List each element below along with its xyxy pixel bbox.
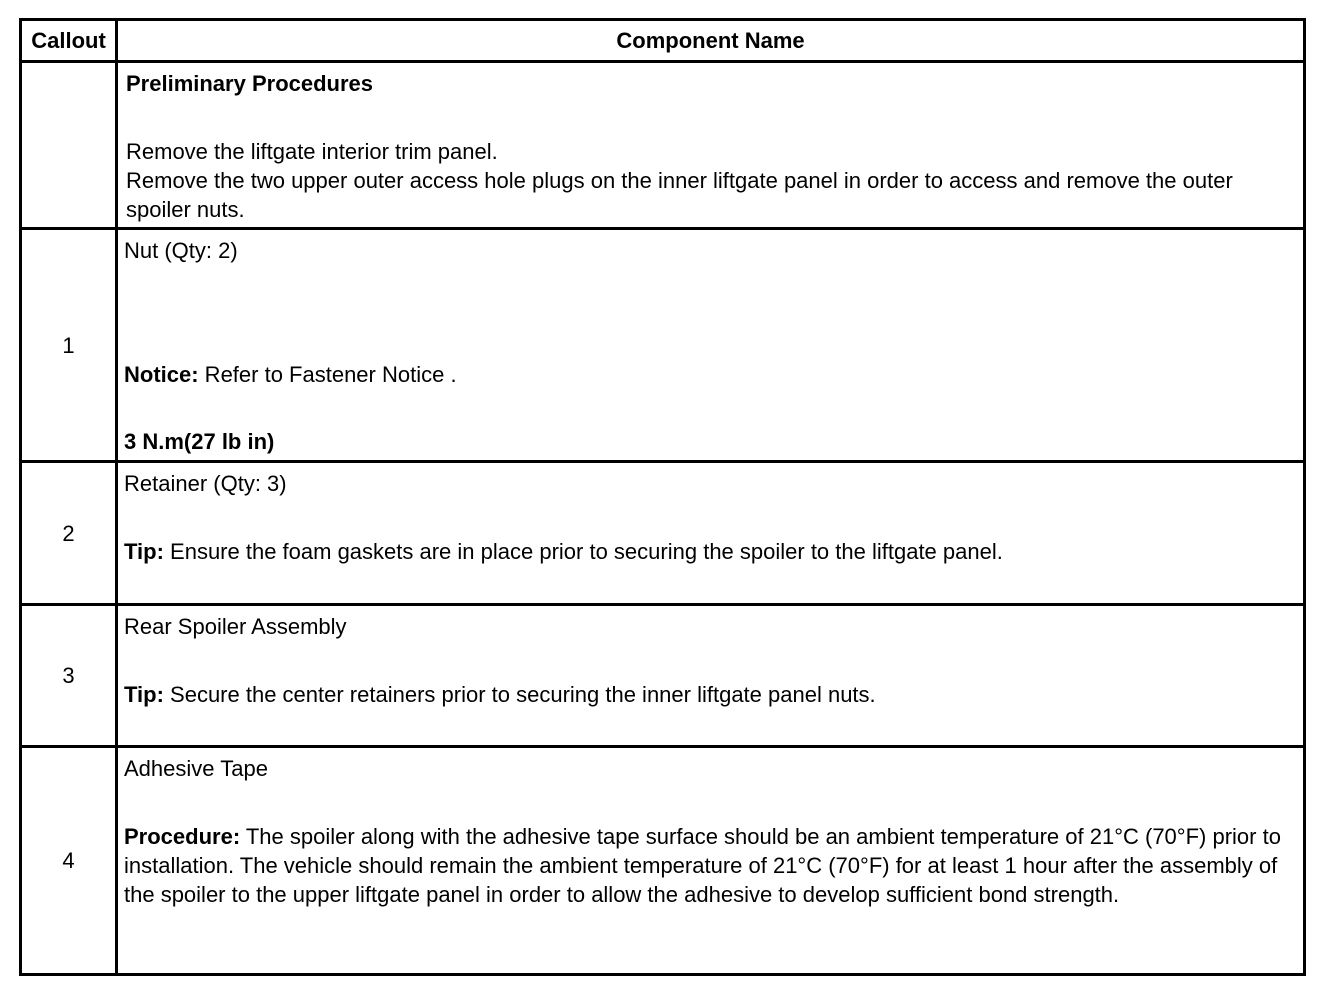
preliminary-callout-cell [21,62,117,229]
tip-label: Tip: [124,682,164,707]
callout-number: 2 [21,462,117,605]
component-cell [117,229,1305,462]
table-row [21,605,1305,747]
callout-number: 1 [21,229,117,462]
header-component-name: Component Name [117,20,1305,62]
component-cell [117,462,1305,605]
notice-label: Notice: [124,362,199,387]
procedure-label: Procedure: [124,824,241,849]
tip-text: Tip: Ensure the foam gaskets are in place prior to securing the spoiler to the liftgate panel. [124,539,1003,564]
callout-number: 4 [21,747,117,975]
header-row [21,20,1305,62]
torque-spec: 3 N.m(27 lb in) [124,429,275,454]
tip-text: Tip: Secure the center retainers prior to securing the inner liftgate panel nuts. [124,682,876,707]
preliminary-cell [117,62,1305,229]
component-name: Retainer (Qty: 3) [124,471,287,496]
preliminary-row [21,62,1305,229]
component-cell [117,605,1305,747]
preliminary-title: Preliminary Procedures [126,71,374,96]
table-row [21,747,1305,975]
component-name: Rear Spoiler Assembly [124,614,347,639]
callout-number: 3 [21,605,117,747]
table-row [21,229,1305,462]
preliminary-step-1: Remove the liftgate interior trim panel. [126,139,498,164]
component-name: Adhesive Tape [124,756,268,781]
tip-label: Tip: [124,539,164,564]
table-row [21,462,1305,605]
component-name: Nut (Qty: 2) [124,238,238,263]
component-cell [117,747,1305,975]
procedure-text: Procedure: The spoiler along with the adhesive tape surface should be an ambient temperature of 21°C (70°F) prior to installation. The vehicle should remain the ambient temperature of 21°C (70°F) for at least 1 hour after the assembly of the spoiler to the upper liftgate panel in order to allow the adhesive to develop sufficient bond strength. [124,824,1281,907]
notice-text: Notice: Refer to Fastener Notice . [124,362,457,387]
preliminary-step-2: Remove the two upper outer access hole plugs on the inner liftgate panel in order to access and remove the outer spoiler nuts. [126,168,1233,222]
header-callout: Callout [21,20,117,62]
component-table [19,18,1306,976]
